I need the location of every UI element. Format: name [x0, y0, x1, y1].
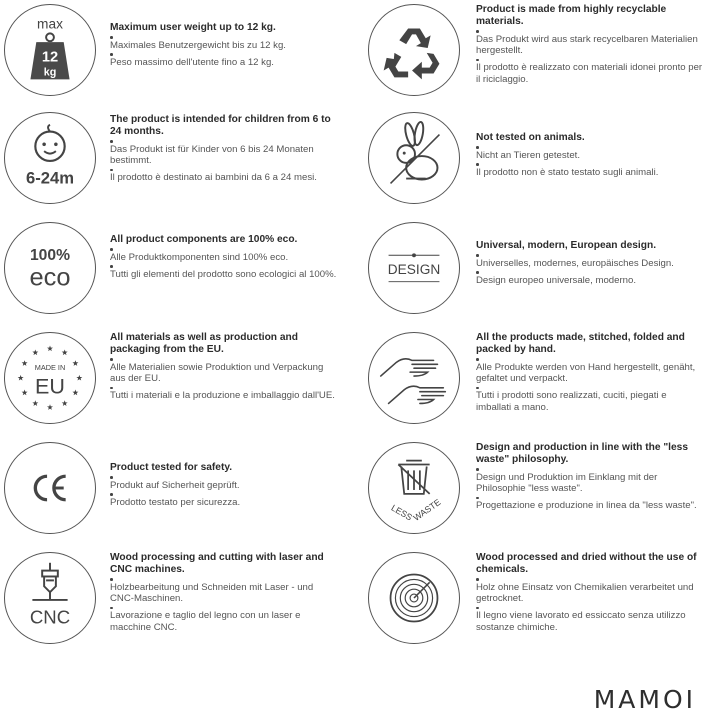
- feature-text-it: Design europeo universale, moderno.: [476, 274, 636, 286]
- feature-title: All product components are 100% eco.: [110, 234, 298, 245]
- eu-text: EU: [35, 374, 65, 399]
- eu-star-icon: [72, 360, 78, 366]
- less-waste-icon: [368, 442, 460, 534]
- feature-less-waste: [368, 442, 706, 552]
- feature-text-de: Holz ohne Einsatz von Chemikalien verarbeitet und getrocknet.: [476, 581, 694, 605]
- recycle-icon: [368, 4, 460, 96]
- feature-text-de: Das Produkt ist für Kinder von 6 bis 24 Monaten bestimmt.: [110, 143, 314, 167]
- feature-text-it: Progettazione e produzione in linea da "less waste".: [476, 500, 697, 512]
- feature-text-de: Nicht an Tieren getestet.: [476, 149, 580, 161]
- feature-title: All materials as well as production and packaging from the EU.: [110, 332, 298, 355]
- hands-icon: [368, 332, 460, 424]
- feature-eco: [4, 222, 357, 332]
- weight-value-text: 12: [41, 49, 59, 66]
- baby-face-icon: [4, 112, 96, 204]
- brand-logo: MAMOI: [593, 685, 696, 714]
- age-range-text: 6-24m: [25, 168, 75, 188]
- eco-word-text: eco: [29, 263, 71, 292]
- feature-title: Design and production in line with the "less waste" philosophy.: [476, 442, 688, 465]
- eu-star-icon: [32, 400, 38, 406]
- eu-star-icon: [22, 360, 28, 366]
- rabbit-icon: [368, 112, 460, 204]
- cnc-icon: [4, 552, 96, 644]
- feature-text-de: Alle Produkte werden von Hand hergestellt, genäht, gefaltet und verpackt.: [476, 361, 696, 385]
- feature-text-de: Maximales Benutzergewicht bis zu 12 kg.: [110, 39, 286, 51]
- feature-text-it: Tutti i prodotti sono realizzati, cuciti, piegati e imballati a mano.: [476, 390, 667, 413]
- feature-weight: [4, 4, 357, 114]
- feature-text-de: Holzbearbeitung und Schneiden mit Laser - und CNC-Maschinen.: [110, 581, 314, 605]
- feature-text-it: Prodotto testato per sicurezza.: [110, 496, 241, 508]
- feature-text-it: Il prodotto non è stato testato sugli animali.: [476, 166, 659, 178]
- feature-title: Not tested on animals.: [476, 132, 585, 143]
- feature-cnc: [4, 552, 357, 662]
- eu-star-icon: [72, 390, 78, 396]
- eu-star-icon: [62, 400, 68, 406]
- eu-star-icon: [22, 390, 28, 396]
- feature-text-it: Peso massimo dell'utente fino a 12 kg.: [110, 56, 274, 68]
- feature-text-de: Alle Materialien sowie Produktion und Verpackung aus der EU.: [110, 361, 324, 385]
- eu-star-icon: [47, 346, 53, 352]
- ce-icon: [4, 442, 96, 534]
- feature-text-de: Alle Produktkomponenten sind 100% eco.: [110, 251, 289, 263]
- eco-percent-text: 100%: [29, 247, 71, 265]
- eco-icon: [4, 222, 96, 314]
- weight-icon: [4, 4, 96, 96]
- feature-handmade: [368, 332, 706, 442]
- feature-title: Product tested for safety.: [110, 462, 233, 473]
- feature-text-it: Il legno viene lavorato ed essiccato senza utilizzo sostanze chimiche.: [476, 610, 686, 633]
- feature-age: [4, 112, 357, 222]
- waste-text: WASTE: [411, 496, 443, 523]
- feature-made-in-eu: [4, 332, 357, 442]
- feature-text-de: Design und Produktion im Einklang mit der Philosophie "less waste".: [476, 471, 658, 495]
- feature-title: Wood processed and dried without the use of chemicals.: [476, 552, 697, 575]
- feature-title: Universal, modern, European design.: [476, 240, 657, 251]
- design-word-text: DESIGN: [387, 261, 441, 277]
- feature-text-de: Universelles, modernes, europäisches Design.: [476, 257, 674, 269]
- feature-text-it: Tutti gli elementi del prodotto sono ecologici al 100%.: [110, 268, 337, 280]
- eu-star-icon: [32, 349, 38, 355]
- feature-text-it: Il prodotto è realizzato con materiali idonei pronto per il riciclaggio.: [476, 62, 703, 85]
- feature-title: The product is intended for children from 6 to 24 months.: [110, 114, 331, 137]
- made-in-text: MADE IN: [34, 363, 66, 373]
- design-icon: [368, 222, 460, 314]
- feature-text-it: Lavorazione e taglio del legno con un laser e macchine CNC.: [110, 610, 301, 633]
- feature-no-chemicals: [368, 552, 706, 662]
- weight-unit-text: kg: [43, 66, 57, 79]
- cnc-text: CNC: [29, 606, 71, 628]
- eu-star-icon: [47, 404, 53, 410]
- feature-title: Wood processing and cutting with laser and CNC machines.: [110, 552, 324, 575]
- feature-not-tested: [368, 112, 706, 222]
- feature-recyclable: [368, 4, 706, 114]
- feature-text-it: Tutti i materiali e la produzione e imballaggio dall'UE.: [110, 390, 335, 402]
- feature-title: Product is made from highly recyclable materials.: [476, 4, 667, 27]
- eu-star-icon: [18, 375, 24, 381]
- feature-text-de: Produkt auf Sicherheit geprüft.: [110, 479, 240, 491]
- feature-text-it: Il prodotto è destinato ai bambini da 6 a 24 mesi.: [110, 172, 317, 184]
- weight-max-text: max: [37, 16, 63, 32]
- eu-star-icon: [76, 375, 82, 381]
- feature-title: All the products made, stitched, folded and packed by hand.: [476, 332, 685, 355]
- feature-design: [368, 222, 706, 332]
- feature-text-de: Das Produkt wird aus stark recycelbaren Materialien hergestellt.: [476, 33, 698, 57]
- eu-icon: [4, 332, 96, 424]
- wood-rings-icon: [368, 552, 460, 644]
- eu-star-icon: [62, 349, 68, 355]
- feature-safety: [4, 442, 357, 552]
- less-text: LESS: [389, 502, 415, 523]
- feature-title: Maximum user weight up to 12 kg.: [110, 22, 276, 33]
